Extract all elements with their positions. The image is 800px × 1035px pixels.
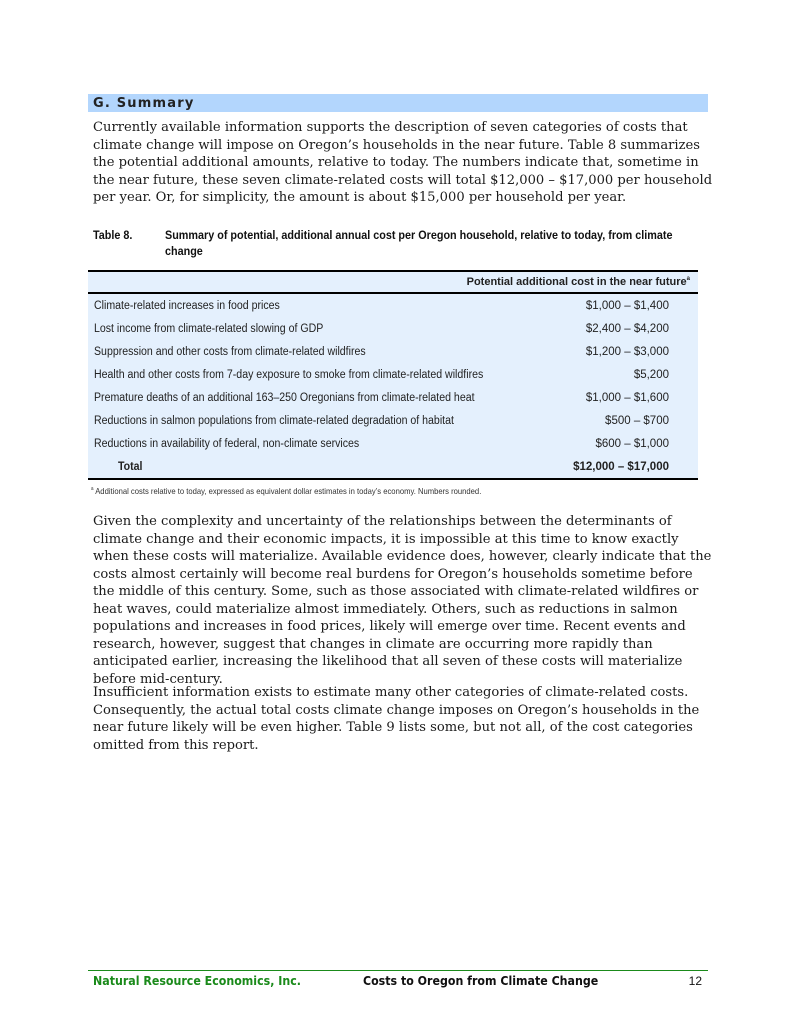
row-label: Reductions in availability of federal, non-climate services [94, 437, 360, 450]
table-footnote: $^a$ Additional costs relative to today, expressed as equivalent dollar estimates in today’s economy. Numbers rounded. [91, 486, 482, 496]
cost-summary-table [88, 270, 698, 294]
footnote-marker: a [91, 486, 94, 493]
table-row [88, 432, 698, 455]
row-label: Health and other costs from 7-day exposure to smoke from climate-related wildfires [94, 368, 484, 381]
page-number: 12 [688, 974, 702, 988]
page-footer [93, 973, 708, 989]
row-label: Climate-related increases in food prices [94, 299, 280, 312]
row-label: Premature deaths of an additional 163–250 Oregonians from climate-related heat [94, 391, 475, 404]
table-total-row [88, 455, 698, 479]
summary-paragraph: Currently available information supports the description of seven categories of costs that climate change will impose on Oregon’s households in the near future. Table 8 summarizes the potential additional amounts, relative to today. The numbers indicate that, sometime in the near future, these seven climate-related costs will total $12,000 – $17,000 per household per year. Or, for simplicity, the amount is about $15,000 per household per year. [93, 120, 713, 205]
table-row [88, 363, 698, 386]
table-row [88, 340, 698, 363]
section-heading: G. Summary [88, 94, 708, 112]
table-row [88, 317, 698, 340]
timing-paragraph: Given the complexity and uncertainty of the relationships between the determinants of climate change and their economic impacts, it is impossible at this time to know exactly when these costs will materialize. Available evidence does, however, clearly indicate that the costs almost certainly will become real burdens for Oregon’s households sometime before the middle of this century. Some, such as those associated with climate-related wildfires or heat waves, could materialize almost immediately. Others, such as reductions in salmon populations and increases in food prices, likely will emerge over time. Recent events and research, however, suggest that changes in climate are occurring more rapidly than anticipated earlier, increasing the likelihood that all seven of these costs will materialize before mid-century. [93, 514, 712, 687]
table-header-row [88, 271, 698, 293]
column-header: Potential additional cost in the near future$^a$ [88, 271, 698, 293]
table-number: Table 8. [93, 228, 133, 242]
row-label: Reductions in salmon populations from climate-related degradation of habitat [94, 414, 454, 427]
footnote-marker: a [686, 276, 690, 282]
table-row [88, 294, 698, 317]
table-row [88, 409, 698, 432]
row-value: $600 – $1,000 [595, 437, 669, 450]
cost-summary-body [88, 294, 698, 480]
total-value: $12,000 – $17,000 [558, 455, 698, 479]
table-row [88, 386, 698, 409]
row-value: $1,200 – $3,000 [585, 345, 669, 358]
row-value: $500 – $700 [605, 414, 669, 427]
total-label: Total [118, 460, 143, 473]
row-label: Suppression and other costs from climate-related wildfires [94, 345, 366, 358]
footer-organization: Natural Resource Economics, Inc. [93, 974, 301, 988]
row-value: $2,400 – $4,200 [585, 322, 669, 335]
omitted-costs-paragraph: Insufficient information exists to estimate many other categories of climate-related costs. Consequently, the actual total costs climate change imposes on Oregon’s households in the near future likely will be even higher. Table 9 lists some, but not all, of the cost categories omitted from this report. [93, 685, 700, 753]
row-value: $1,000 – $1,600 [585, 391, 669, 404]
row-value: $1,000 – $1,400 [585, 299, 669, 312]
table-title: Summary of potential, additional annual cost per Oregon household, relative to today, from climate change [165, 228, 673, 258]
row-label: Lost income from climate-related slowing of GDP [94, 322, 324, 335]
row-value: $5,200 [633, 368, 669, 381]
footer-document-title: Costs to Oregon from Climate Change [363, 974, 599, 988]
footer-divider [88, 970, 708, 971]
